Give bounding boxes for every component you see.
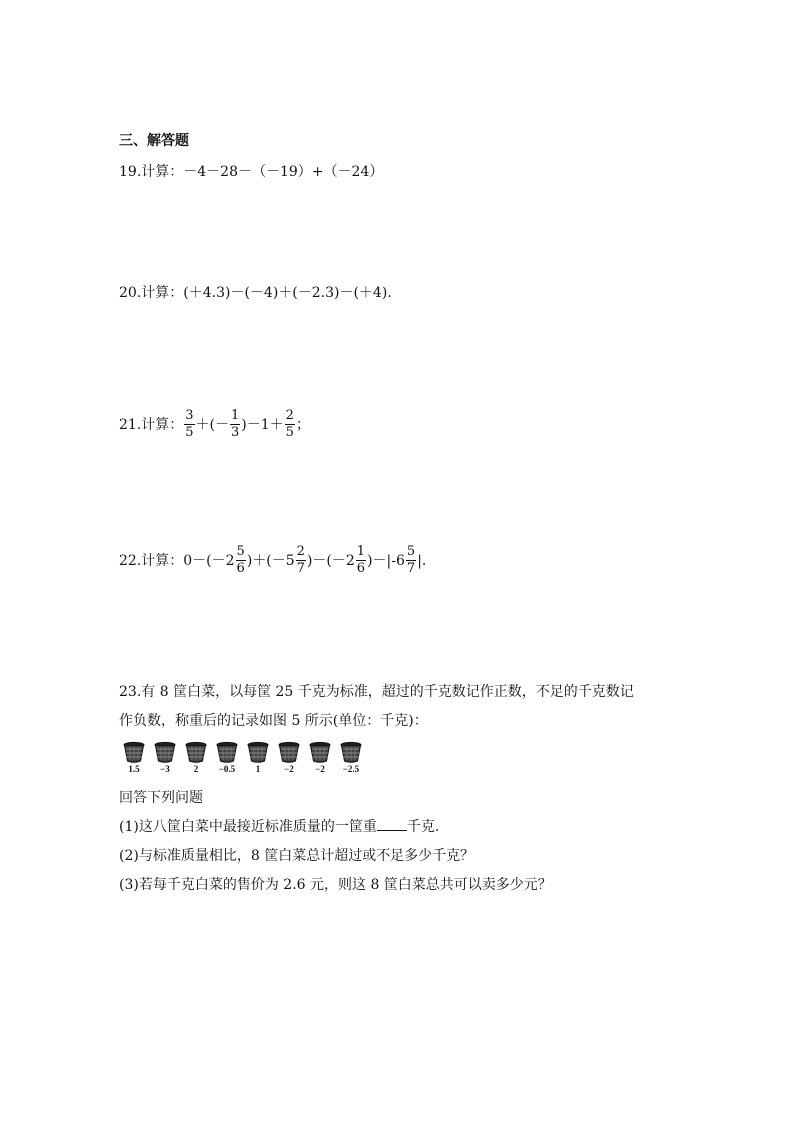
fraction-numerator: 2	[285, 408, 294, 423]
fraction-numerator: 3	[185, 408, 194, 423]
basket-label: −3	[160, 764, 170, 774]
basket-item	[150, 741, 180, 775]
question-23-subquestions	[119, 784, 704, 900]
basket-icon	[247, 741, 269, 763]
fraction-denominator: 6	[236, 561, 245, 576]
q22-part: )＋(－5	[246, 552, 295, 569]
basket-item	[212, 741, 242, 775]
fraction-numerator: 5	[236, 544, 245, 559]
q22-fraction-1	[236, 545, 246, 576]
q23-sub-1	[119, 813, 704, 842]
question-21	[119, 409, 310, 440]
basket-icon	[185, 741, 207, 763]
fraction-denominator: 5	[285, 425, 294, 440]
basket-icon	[216, 741, 238, 763]
fraction-numerator: 2	[296, 544, 305, 559]
q22-fraction-3	[356, 545, 366, 576]
basket-icon	[154, 741, 176, 763]
basket-item	[336, 741, 366, 775]
question-20	[119, 284, 392, 302]
q22-part: )－(－2	[306, 552, 355, 569]
basket-label: −0.5	[218, 764, 236, 774]
q23-sub-1-text: (1)这八筐白菜中最接近标准质量的一筐重	[119, 819, 377, 835]
basket-label: 2	[193, 764, 199, 774]
q22-label: 22.计算：	[119, 552, 184, 569]
fraction-denominator: 7	[296, 561, 305, 576]
q21-operator: )－1＋	[241, 416, 284, 433]
q23-line-2: 作负数，称重后的记录如图 5 所示(单位：千克)：	[119, 713, 428, 729]
basket-icon	[123, 741, 145, 763]
basket-icon	[278, 741, 300, 763]
q22-fraction-4	[406, 545, 416, 576]
question-22	[119, 545, 426, 576]
basket-icon	[340, 741, 362, 763]
section-title-text: 三、解答题	[119, 133, 189, 149]
q21-fraction-1	[184, 409, 194, 440]
q23-sub-3: (3)若每千克白菜的售价为 2.6 元，则这 8 筐白菜总共可以卖多少元？	[119, 877, 552, 893]
q23-sub-1-unit: 千克.	[406, 819, 440, 835]
fraction-denominator: 6	[356, 561, 366, 576]
basket-label: −2	[284, 764, 294, 774]
fraction-numerator: 1	[356, 544, 366, 559]
basket-label: 1	[255, 764, 261, 774]
basket-item	[243, 741, 273, 775]
q22-fraction-2	[296, 545, 306, 576]
basket-item	[274, 741, 304, 775]
question-23-text	[119, 678, 704, 736]
fraction-denominator: 5	[185, 425, 194, 440]
q23-line-1: 23.有 8 筐白菜，以每筐 25 千克为标准，超过的千克数记作正数，不足的千克数记	[119, 684, 634, 700]
basket-label: 1.5	[128, 764, 140, 774]
q19-expression: －4－28－（－19）+（－24）	[183, 164, 384, 180]
q22-part: 0－(－2	[183, 552, 235, 569]
fraction-numerator: 1	[231, 408, 240, 423]
q22-part: )－|-6	[367, 552, 405, 569]
fraction-denominator: 7	[406, 561, 416, 576]
basket-figure	[119, 741, 366, 775]
basket-item	[305, 741, 335, 775]
q21-fraction-3	[285, 409, 295, 440]
q21-fraction-2	[230, 409, 240, 440]
q21-operator: ＋(－	[195, 416, 230, 433]
basket-item	[181, 741, 211, 775]
q19-label: 19.计算：	[119, 164, 184, 180]
fraction-denominator: 3	[231, 425, 240, 440]
section-title	[119, 132, 189, 150]
q20-expression: (＋4.3)－(－4)＋(－2.3)－(＋4).	[183, 285, 392, 301]
q23-sub-2: (2)与标准质量相比，8 筐白菜总计超过或不足多少千克？	[119, 848, 475, 864]
question-19	[119, 163, 383, 181]
fraction-numerator: 5	[406, 544, 416, 559]
basket-item	[119, 741, 149, 775]
q22-part: |.	[417, 552, 427, 569]
answer-blank[interactable]	[377, 816, 407, 831]
q21-label: 21.计算：	[119, 416, 184, 433]
q21-tail: ；	[295, 416, 310, 433]
q23-prompt: 回答下列问题	[119, 790, 203, 806]
q20-label: 20.计算：	[119, 285, 184, 301]
basket-icon	[309, 741, 331, 763]
basket-label: −2	[315, 764, 325, 774]
basket-label: −2.5	[342, 764, 360, 774]
